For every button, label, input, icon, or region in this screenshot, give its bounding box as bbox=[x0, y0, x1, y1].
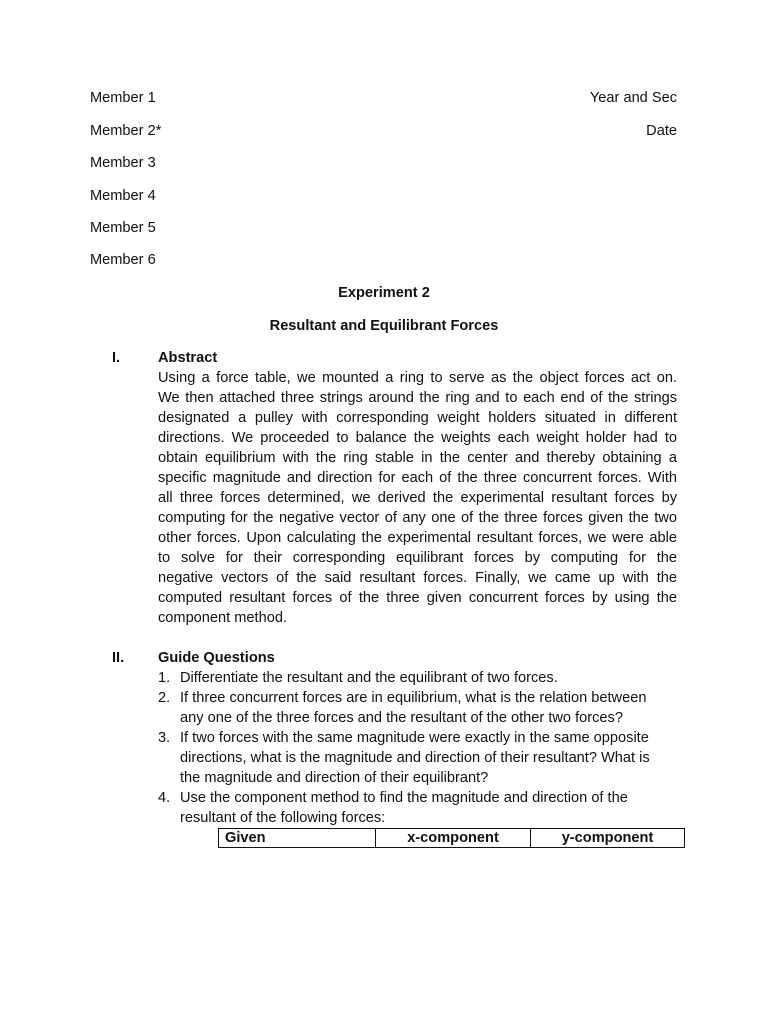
date-label: Date bbox=[646, 123, 677, 139]
question-text: If three concurrent forces are in equilibrium, what is the relation between bbox=[180, 690, 647, 706]
abstract-line: designated a pulley with corresponding weight holders situated in different bbox=[158, 410, 677, 426]
abstract-line: We then attached three strings around the ring and to each end of the strings bbox=[158, 390, 677, 406]
question-text: If two forces with the same magnitude were exactly in the same opposite bbox=[180, 730, 649, 746]
question-text: the magnitude and direction of their equilibrant? bbox=[180, 770, 489, 786]
abstract-line: negative vectors of the said resultant forces. Finally, we came up with the bbox=[158, 570, 677, 586]
abstract-line: all three forces determined, we derived the experimental resultant forces by bbox=[158, 490, 677, 506]
abstract-line: directions. We proceeded to balance the weights each weight holder had to bbox=[158, 430, 677, 446]
table-header-x-component: x-component bbox=[376, 829, 531, 848]
abstract-line: component method. bbox=[158, 610, 287, 626]
question-text: directions, what is the magnitude and direction of their resultant? What is bbox=[180, 750, 650, 766]
question-text: Use the component method to find the magnitude and direction of the bbox=[180, 790, 628, 806]
question-text: Differentiate the resultant and the equilibrant of two forces. bbox=[180, 670, 558, 686]
question-number: 2. bbox=[158, 690, 171, 706]
experiment-subtitle: Resultant and Equilibrant Forces bbox=[269, 318, 499, 334]
abstract-line: other forces. Upon calculating the experimental resultant forces, we were able bbox=[158, 530, 677, 546]
abstract-line: computed resultant forces of the three given concurrent forces by using the bbox=[158, 590, 677, 606]
abstract-line: computing for the negative vector of any one of the three forces given the two bbox=[158, 510, 677, 526]
year-and-sec: Year and Sec bbox=[589, 90, 677, 106]
member-5: Member 5 bbox=[90, 220, 156, 236]
forces-table bbox=[218, 828, 685, 848]
question-number: 4. bbox=[158, 790, 171, 806]
abstract-line: Using a force table, we mounted a ring to serve as the object forces act on. bbox=[158, 370, 677, 386]
question-text: any one of the three forces and the resultant of the other two forces? bbox=[180, 710, 623, 726]
question-number: 1. bbox=[158, 670, 171, 686]
question-number: 3. bbox=[158, 730, 171, 746]
table-header-given: Given bbox=[219, 829, 376, 848]
member-6: Member 6 bbox=[90, 252, 156, 268]
question-text: resultant of the following forces: bbox=[180, 810, 386, 826]
guide-questions-heading: Guide Questions bbox=[158, 650, 275, 666]
table-header-row bbox=[219, 829, 685, 848]
member-2: Member 2* bbox=[90, 123, 162, 139]
member-1: Member 1 bbox=[90, 90, 156, 106]
section-1-numeral: I. bbox=[112, 350, 121, 366]
abstract-heading: Abstract bbox=[158, 350, 218, 366]
table-header-y-component: y-component bbox=[531, 829, 685, 848]
abstract-paragraph bbox=[158, 368, 677, 628]
abstract-line: specific magnitude and direction for each of the three concurrent forces. With bbox=[158, 470, 677, 486]
member-3: Member 3 bbox=[90, 155, 156, 171]
abstract-line: to solve for their corresponding equilibrant forces by computing for the bbox=[158, 550, 677, 566]
experiment-title: Experiment 2 bbox=[338, 285, 430, 301]
abstract-line: obtain equilibrium with the ring stable in the center and thereby obtaining a bbox=[158, 450, 677, 466]
section-2-numeral: II. bbox=[112, 650, 125, 666]
member-4: Member 4 bbox=[90, 188, 156, 204]
